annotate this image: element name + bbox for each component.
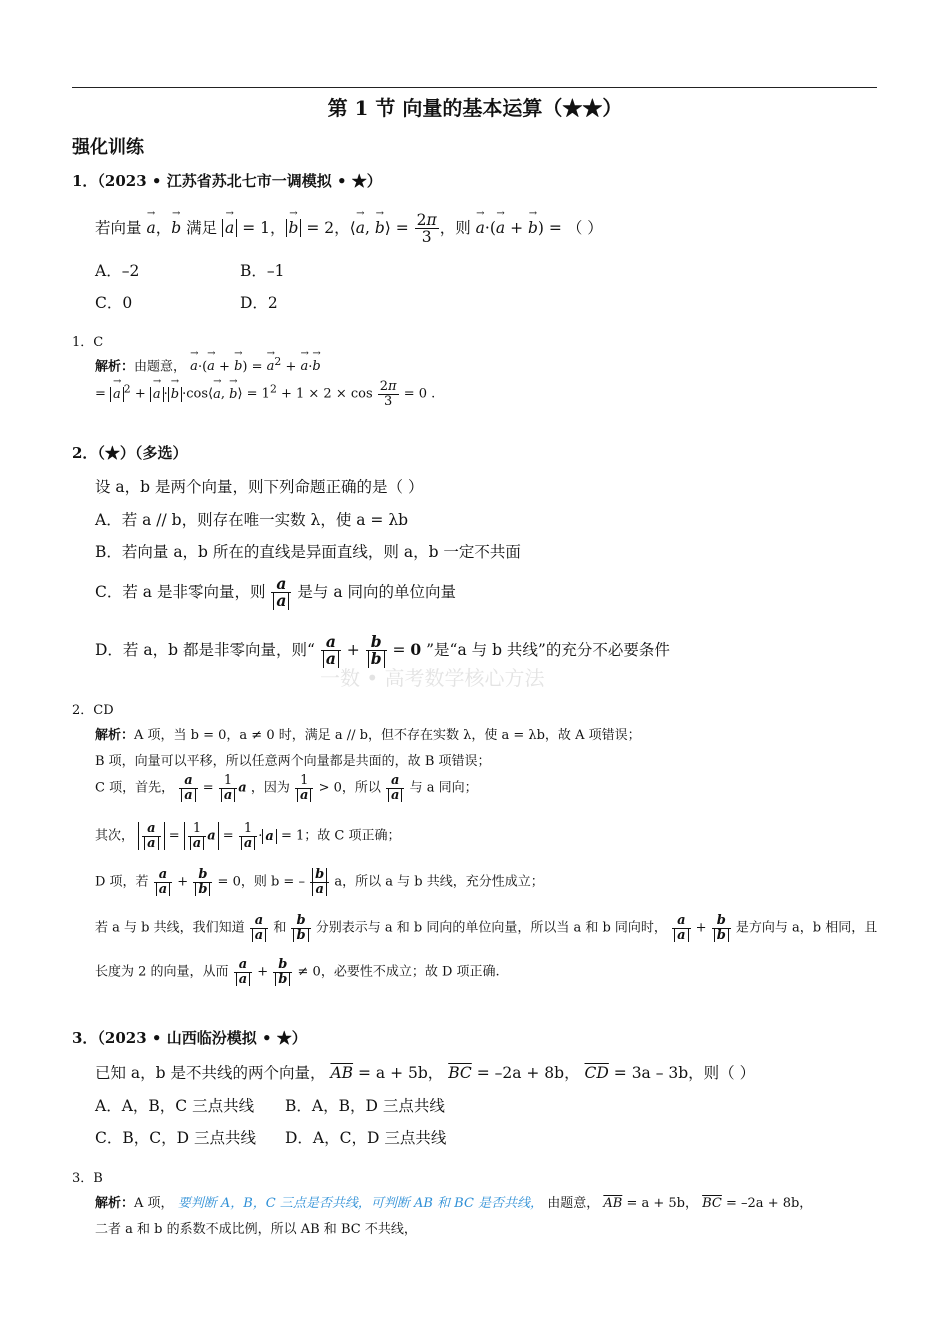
section-heading: 强化训练 <box>72 137 144 158</box>
q1-option-d: D．2 <box>240 294 278 312</box>
q2-header: 2．（★）（多选） <box>72 444 188 462</box>
q3-answer: 3．B <box>72 1171 103 1186</box>
q3-option-a: A．A，B，C 三点共线 <box>95 1097 255 1115</box>
q1-solution-line1: 解析：由题意， → a·(→ a + → b) = → $a^2$ + → a·→ b <box>95 355 321 374</box>
q2-option-b: B．若向量 a，b 所在的直线是异面直线，则 a，b 一定不共面 <box>95 543 521 561</box>
q1-solution-line2: = → a $^2$ + → a · → b ·cos⟨→ a, → b⟩ = $1^2 + 1 \times 2 \times \cos$ $\frac{2\pi}{3}$ = 0 . <box>95 380 435 408</box>
q1-answer: 1．C <box>72 335 104 350</box>
q3-stem: 已知 a，b 是不共线的两个向量， $\overline{AB} = a + 5b$， $\overline{BC} = -2a + 8b$， $\overline{CD} = 3a - 3b$，则（ ） <box>95 1064 756 1082</box>
q2-answer: 2．CD <box>72 703 114 718</box>
q3-option-b: B．A，B，D 三点共线 <box>285 1097 445 1115</box>
q1-option-c: C．0 <box>95 294 133 312</box>
top-rule <box>72 87 877 88</box>
page-title: 第 1 节 向量的基本运算（★★） <box>327 96 623 120</box>
q1-option-b: B．–1 <box>240 262 285 280</box>
q2-solution-d3: 长度为 2 的向量，从而 $\frac{a}{a}$ + $\frac{b}{b}$ ≠ 0，必要性不成立；故 D 项正确. <box>95 957 500 987</box>
q2-solution-d2: 若 a 与 b 共线，我们知道 $\frac{a}{a}$ 和 $\frac{b}{b}$ 分别表示与 a 和 b 同向的单位向量，所以当 a 和 b 同向时， $\frac{a}{a}$ + $\frac{b}{b}$ 是方向与 a，b 相同，且 <box>95 913 878 943</box>
q2-option-a: A．若 a // b，则存在唯一实数 λ，使 a = λb <box>95 511 409 529</box>
q2-stem: 设 a，b 是两个向量，则下列命题正确的是（ ） <box>95 478 424 496</box>
q1-header: 1．（2023 • 江苏省苏北七市一调模拟 • ★） <box>72 172 382 190</box>
q1-option-a: A．–2 <box>95 262 140 280</box>
watermark: 一数 • 高考数学核心方法 <box>320 666 545 690</box>
q2-option-d: D．若 a，b 都是非零向量，则“ $\frac{a}{a}$ + $\frac{b}{b}$ = 0 ”是“a 与 b 共线”的充分不必要条件 <box>95 632 670 669</box>
q3-option-c: C．B，C，D 三点共线 <box>95 1129 256 1147</box>
q3-solution-line1: 解析：A 项， 要判断 A，B，C 三点是否共线，可判断 AB 和 BC 是否共线， 由题意， $\overline{AB} = a + 5b$， $\overline{BC} = -2a + 8b$， <box>95 1196 813 1211</box>
q2-solution-d1: D 项，若 $\frac{a}{a}$ + $\frac{b}{b}$ = 0，则 b = – $\frac{b}{a}$ a，所以 a 与 b 共线，充分性成立； <box>95 867 544 897</box>
q2-solution-c1: C 项，首先， $\frac{a}{a}$ = $\frac{1}{a}$ a ，因为 $\frac{1}{a}$ > 0，所以 $\frac{a}{a}$ 与 a 同向； <box>95 773 478 803</box>
q3-hint: 要判断 A，B，C 三点是否共线，可判断 AB 和 BC 是否共线， <box>177 1196 544 1211</box>
q2-solution-b: B 项，向量可以平移，所以任意两个向量都是共面的，故 B 项错误； <box>95 754 491 769</box>
q2-solution-a: 解析：A 项，当 b = 0，a ≠ 0 时，满足 a // b，但不存在实数 λ，使 a = λb，故 A 项错误； <box>95 728 641 743</box>
q3-option-d: D．A，C，D 三点共线 <box>285 1129 447 1147</box>
q1-stem: 若向量 → a，→ b 满足 → a = 1， → b = 2，⟨→ a, → b⟩ = $\frac{2\pi}{3}$ ，则 → a·(→ a + → b) = （ ） <box>95 212 603 246</box>
q2-option-c: C．若 a 是非零向量，则 $\frac{a}{a}$ 是与 a 同向的单位向量 <box>95 574 456 611</box>
q2-solution-c2: 其次， $\frac{a}{a}$ = $\frac{1}{a}$ a = $\frac{1}{a}$ · a = 1；故 C 项正确； <box>95 821 401 851</box>
q3-header: 3．（2023 • 山西临汾模拟 • ★） <box>72 1029 307 1047</box>
q3-solution-line2: 二者 a 和 b 的系数不成比例，所以 AB 和 BC 不共线， <box>95 1222 417 1237</box>
